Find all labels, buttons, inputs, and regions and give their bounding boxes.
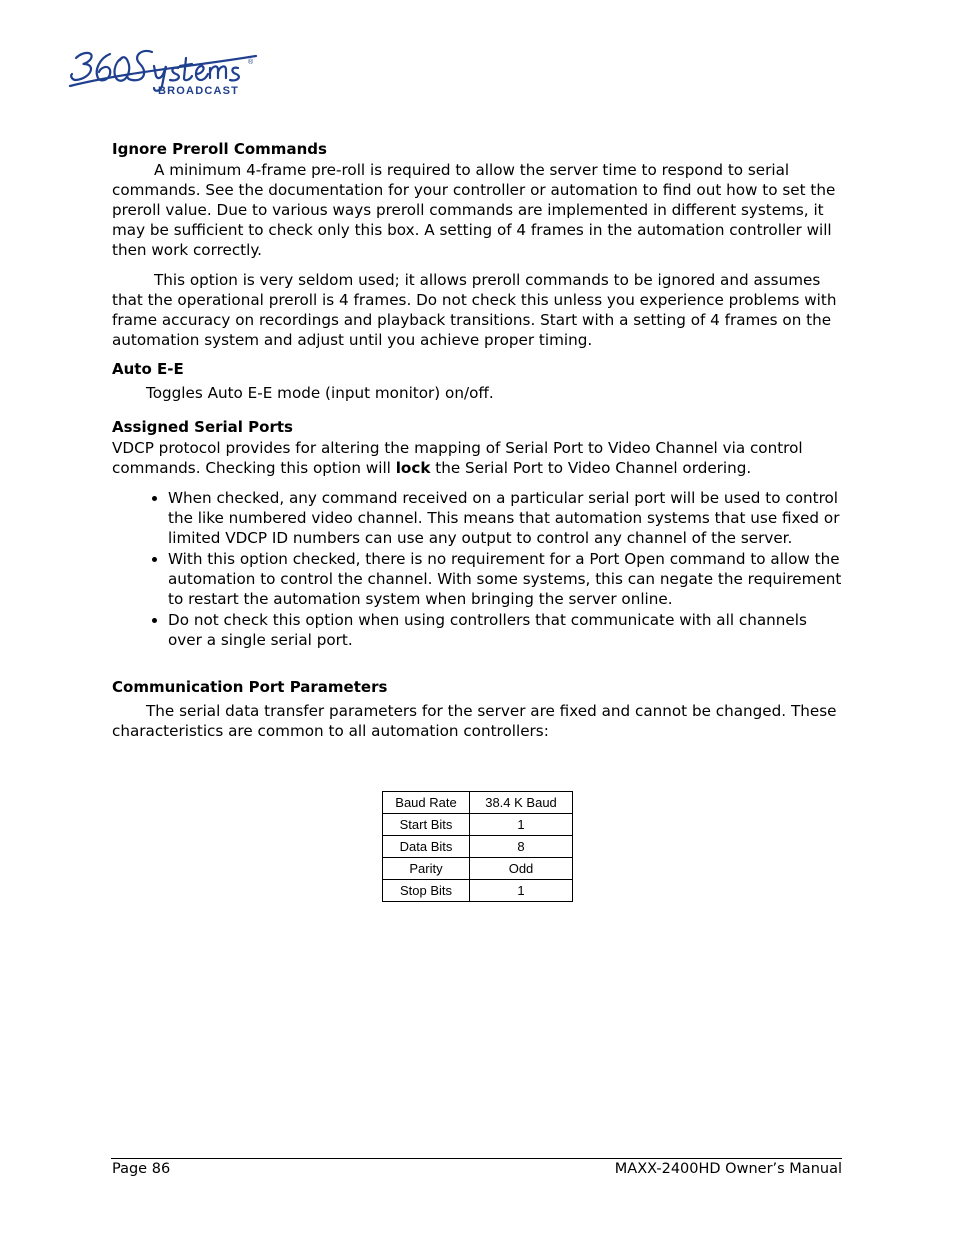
paragraph-auto-ee: Toggles Auto E-E mode (input monitor) on/off. [146,384,494,402]
param-label: Stop Bits [383,880,470,902]
logo-subtitle: BROADCAST [158,85,240,97]
table-row [383,858,573,880]
paragraph-comm-params: The serial data transfer parameters for the server are fixed and cannot be changed. These characteristics are common to all automation controllers: [112,702,837,740]
paragraph-preroll-2: This option is very seldom used; it allows preroll commands to be ignored and assumes that the operational preroll is 4 frames. Do not check this unless you experience problems with frame accuracy on recordings and playback transitions. Start with a setting of 4 frames on the automation system and adjust until you achieve proper timing. [112,271,837,349]
param-label: Baud Rate [383,792,470,814]
registered-mark: ® [248,59,254,66]
paragraph-preroll-1: A minimum 4-frame pre-roll is required to allow the server time to respond to serial commands. See the documentation for your controller or automation to find out how to set the preroll value. Due to various ways preroll commands are implemented in different systems, it may be sufficient to check only this box. A setting of 4 frames in the automation controller will then work correctly. [112,161,836,259]
table-row [383,880,573,902]
assigned-text-before: VDCP protocol provides for altering the mapping of Serial Port to Video Channel via control commands. Checking this option will [112,439,803,477]
lock-emphasis: lock [395,459,431,477]
heading-auto-ee: Auto E-E [112,360,184,378]
footer-divider [111,1158,842,1159]
bullet-item: • Do not check this option when using controllers that communicate with all channels over a single serial port. [168,610,842,650]
bullet-item: • When checked, any command received on a particular serial port will be used to control the like numbered video channel. This means that automation systems that use fixed or limited VDCP ID numbers can use any output to control any channel of the server. [168,488,842,548]
assigned-text-after: the Serial Port to Video Channel ordering. [430,459,752,477]
param-value: 38.4 K Baud [470,792,573,814]
document-body [112,138,842,741]
param-label: Start Bits [383,814,470,836]
bullet-item: • With this option checked, there is no requirement for a Port Open command to allow the automation to control the channel. With some systems, this can negate the requirement to restart the automation system when bringing the server online. [168,549,842,609]
table-row [383,792,573,814]
footer-manual-title: MAXX-2400HD Owner’s Manual [614,1161,842,1177]
param-value: Odd [470,858,573,880]
heading-assigned-ports: Assigned Serial Ports [112,418,293,436]
param-label: Parity [383,858,470,880]
assigned-ports-bullets [112,488,842,650]
paragraph-assigned-ports [112,438,842,478]
heading-ignore-preroll: Ignore Preroll Commands [112,140,327,158]
heading-comm-params: Communication Port Parameters [112,678,388,696]
param-value: 8 [470,836,573,858]
param-label: Data Bits [383,836,470,858]
360-systems-logo [66,42,260,98]
param-value: 1 [470,880,573,902]
comm-params-table [382,791,573,902]
table-row [383,836,573,858]
footer-page-number: Page 86 [112,1161,171,1177]
table-row [383,814,573,836]
company-logo [66,42,260,98]
param-value: 1 [470,814,573,836]
